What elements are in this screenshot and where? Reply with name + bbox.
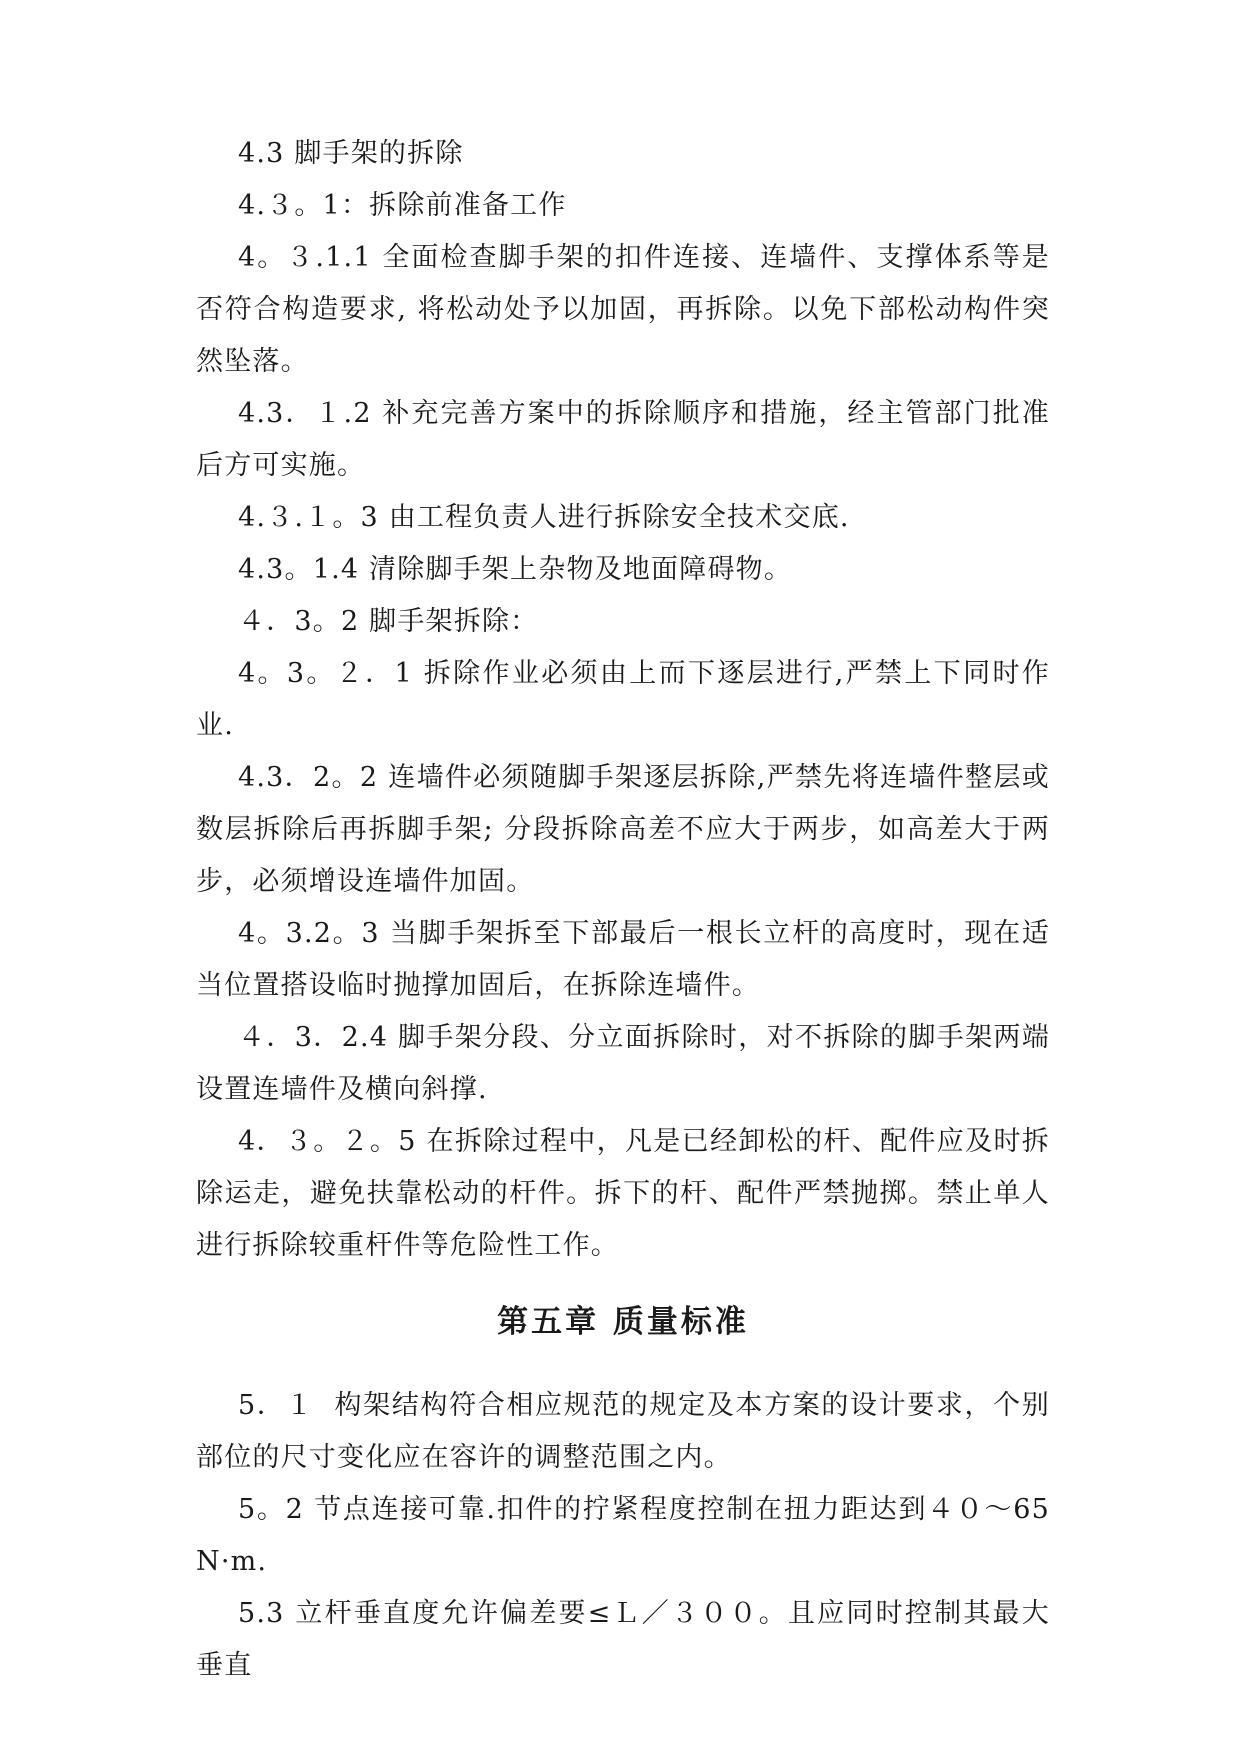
paragraph-5-1: 5．１ 构架结构符合相应规范的规定及本方案的设计要求，个别部位的尺寸变化应在容许的调整范围之内。 (196, 1390, 1050, 1473)
paragraph-4-3-1-1: 4。３.1.1 全面检查脚手架的扣件连接、连墙件、支撑体系等是否符合构造要求, 将松动处予以加固，再拆除。以免下部松动构件突然坠落。 (196, 242, 1050, 377)
paragraph-5-2: 5。2 节点连接可靠.扣件的拧紧程度控制在扭力距达到４０～65N·m. (196, 1494, 1050, 1577)
paragraph-4-3-1-3: 4.３.１。3 由工程负责人进行拆除安全技术交底. (238, 502, 850, 533)
chapter-title: 第五章 质量标准 (497, 1304, 749, 1340)
paragraph-4-3-2-3: 4。3.2。3 当脚手架拆至下部最后一根长立杆的高度时，现在适当位置搭设临时抛撑加固后，在拆除连墙件。 (196, 918, 1050, 1001)
document-body (196, 128, 1050, 1692)
paragraph-5-3: 5.3 立杆垂直度允许偏差要≤Ｌ／３００。且应同时控制其最大垂直 (196, 1598, 1050, 1681)
paragraph-4-3-2-5: 4．３。２。5 在拆除过程中，凡是已经卸松的杆、配件应及时拆除运走，避免扶靠松动的杆件。拆下的杆、配件严禁抛掷。禁止单人进行拆除较重杆件等危险性工作。 (196, 1126, 1050, 1261)
paragraph-4-3-1-4: 4.3。1.4 清除脚手架上杂物及地面障碍物。 (238, 554, 793, 585)
paragraph-4-3-2-2: 4.3．2。2 连墙件必须随脚手架逐层拆除,严禁先将连墙件整层或数层拆除后再拆脚手架; 分段拆除高差不应大于两步，如高差大于两步，必须增设连墙件加固。 (196, 762, 1050, 897)
paragraph-4-3-2-4: ４．3．2.4 脚手架分段、分立面拆除时，对不拆除的脚手架两端设置连墙件及横向斜撑. (196, 1022, 1050, 1105)
paragraph-4-3-2: ４．3。2 脚手架拆除： (238, 606, 539, 637)
paragraph-4-3-1-2: 4.3．１.2 补充完善方案中的拆除顺序和措施，经主管部门批准后方可实施。 (196, 398, 1050, 481)
section-4-3-heading: 4.3 脚手架的拆除 (238, 138, 464, 169)
paragraph-4-3-2-1: 4。3。２．1 拆除作业必须由上而下逐层进行,严禁上下同时作业. (196, 658, 1050, 741)
paragraph-4-3-1: 4.３。1：拆除前准备工作 (238, 190, 567, 221)
